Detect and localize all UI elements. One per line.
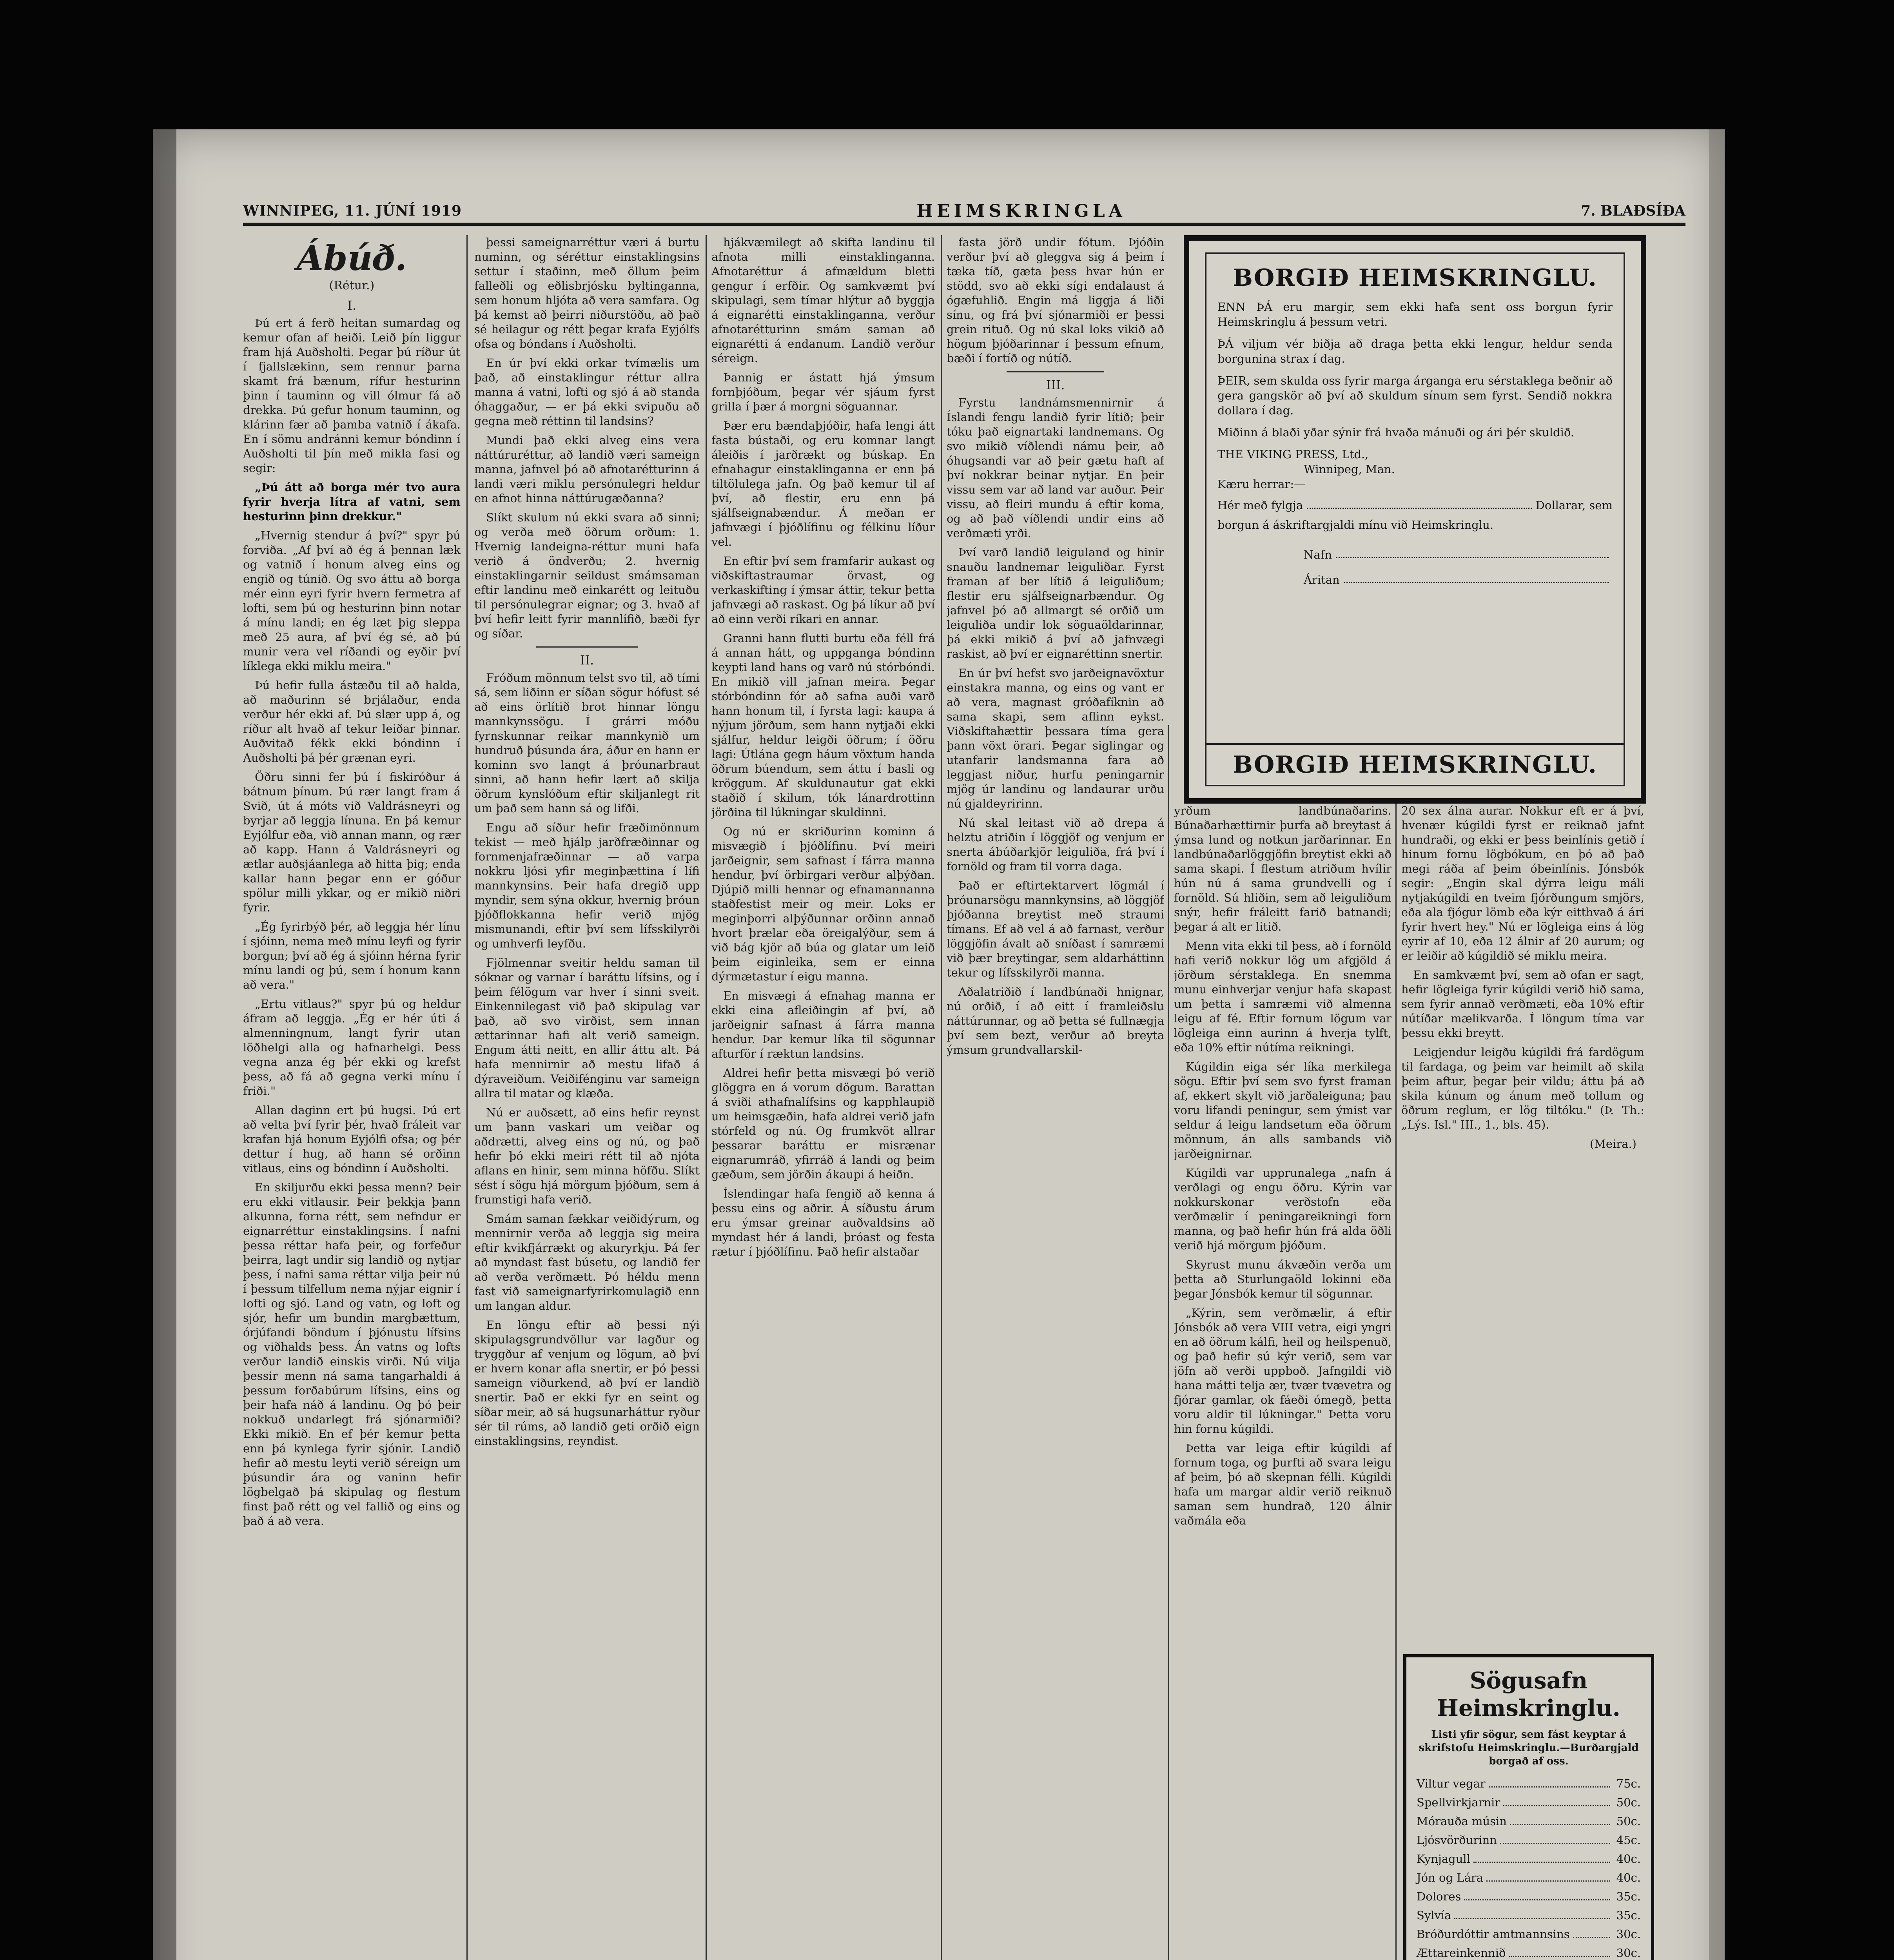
paragraph: En úr því ekki orkar tvímælis um það, að einstaklingur réttur allra manna á vatni, lofti og sjó á að standa óhaggaður, — er þá ekki svipuðu að gegna með réttinn til landsins? bbox=[474, 356, 700, 428]
paragraph: „Ég fyrirbýð þér, að leggja hér línu í sjóinn, nema með mínu leyfi og fyrir borgun; því að ég á sjóinn hérna fyrir mínu landi og þú, sem í honum kann að vera." bbox=[243, 920, 461, 991]
ad-enclosed-suffix: Dollarar, sem bbox=[1535, 499, 1613, 512]
paragraph: Menn vita ekki til þess, að í fornöld hafi verið nokkur lög um afgjöld á jörðum sérstaklega. En snemma munu einhverjar venjur hafa skapast um þetta í samræmi við almenna leigu af fé. Eftir fornum lögum var lögleiga einn aurinn á hverja tylft, eða 10% eftir nútíma reikningi. bbox=[1174, 939, 1391, 1054]
book-price: 75c. bbox=[1616, 1777, 1641, 1790]
ad-address-line: Winnipeg, Man. bbox=[1304, 463, 1395, 476]
article-subtitle: (Rétur.) bbox=[329, 279, 375, 292]
book-price: 40c. bbox=[1616, 1852, 1641, 1866]
ad-text: ENN ÞÁ eru margir, sem ekki hafa sent oss borgun fyrir Heimskringlu á þessum vetri. bbox=[1217, 300, 1613, 328]
paragraph: Nú skal leitast við að drepa á helztu atriðin í löggjöf og venjum er snerta ábúðarkjör leiguliða, frá því í fornöld og fram til vorra daga. bbox=[947, 816, 1164, 873]
paragraph: Þannig er ástatt hjá ýmsum fornþjóðum, þegar vér sjáum fyrst grilla í þær á morgni söguannar. bbox=[711, 371, 935, 413]
section-number: II. bbox=[580, 653, 594, 668]
ad-address-field-line bbox=[1217, 573, 1613, 586]
newspaper-page bbox=[153, 129, 1725, 1960]
paragraph: Nú er auðsætt, að eins hefir reynst um þann vaskari um veiðar og aðdrætti, alveg eins og nú, og það hefir þó ekki meiri rétt til að njóta aflans en hinir, sem minna höfðu. Slíkt sést í sögu hjá mörgum þjóðum, sem á frumstigi hafa verið. bbox=[474, 1106, 700, 1206]
paragraph: Kúgildin eiga sér líka merkilega sögu. Eftir því sem svo fyrst framan af, ekkert skylt við jarðaleiguna; þau voru lifandi peningur, sem ýmist var seldur á leigu landsetum eða öðrum mönnum, án alls sambands við jarðeignirnar. bbox=[1174, 1060, 1391, 1160]
paragraph: Og nú er skriðurinn kominn á misvægið í þjóðlífinu. Því meiri jarðeignir, sem safnast í fárra manna hendur, því örbirgari verður alþýðan. Djúpið milli hennar og efnamannanna staðfestist meir og meir. Loks er meginþorri alþýðunnar orðinn annað hvort þrælar eða öreigalýður, sem á við bág kjör að búa og glatar um leið þeim eiginleika, sem er einna dýrmætastur í eigu manna. bbox=[711, 825, 935, 983]
book-item bbox=[1417, 1870, 1641, 1886]
paragraph: Þú hefir fulla ástæðu til að halda, að maðurinn sé brjálaður, enda verður hér ekki af. Þú slær upp á, og ríður alt hvað af tekur leiðar þinnar. Auðvitað fékk ekki bóndinn í Auðsholti þá þér grænan eyri. bbox=[243, 679, 461, 764]
book-list-box bbox=[1403, 1654, 1654, 1960]
book-item bbox=[1417, 1926, 1641, 1942]
paragraph: Þú ert á ferð heitan sumardag og kemur ofan af heiði. Leið þín liggur fram hjá Auðsholti. Þegar þú ríður út í fjallslækinn, sem rennur þarna skamt frá bænum, rífur hesturinn þinn í tauminn og vill ólmur fá að drekka. Þú gefur honum tauminn, og klárinn fær að þamba vatnið í ákafa. En í sömu andránni kemur bóndinn í Auðsholti til þín með mikla fasi og segir: bbox=[243, 316, 461, 475]
article-title: Ábúð. bbox=[296, 238, 407, 278]
paragraph: yrðum landbúnaðarins. Búnaðarhættirnir þurfa að breytast á ýmsa lund og notkun jarðarinnar. En landbúnaðarlöggjöfin breytist ekki að sama skapi. Í flestum atriðum hvílir hún nú á sama grundvelli og í fornöld. Sú hliðin, sem að leiguliðum snýr, hefir fráleitt farið batnandi; þegar á alt er litið. bbox=[1174, 804, 1391, 933]
page-header bbox=[243, 199, 1685, 226]
paragraph: En samkvæmt því, sem að ofan er sagt, hefir lögleiga fyrir kúgildi verið hið sama, sem fyrir annað verðmæti, eða 10% eftir nútíðar mælikvarða. Í löngum tíma var þessu ekki breytt. bbox=[1401, 968, 1644, 1040]
column-rule bbox=[1168, 725, 1169, 1960]
book-name: Viltur vegar bbox=[1417, 1777, 1486, 1790]
column-rule bbox=[466, 235, 468, 1960]
paragraph: Það er eftirtektarvert lögmál í þróunarsögu mannkynsins, að löggjöf þjóðanna breytist með straumi tímans. Ef að vel á að farnast, verður löggjöfin ávalt að sníðast í samræmi við þær breytingar, sem aldarháttinn tekur og lífsskilyrði manna. bbox=[947, 879, 1164, 979]
paragraph: Fyrstu landnámsmennirnir á Íslandi fengu landið fyrir lítið; þeir tóku það eignartaki landnemans. Og svo mikið víðlendi námu þeir, að óhugsandi var að þeir gætu haft af því nokkrar beinar nytjar. En þeir vissu sem var að land var auður. Þeir vissu, að fleiri mundu á eftir koma, og að það víðlendi undir eins að verðmæti yrði. bbox=[947, 396, 1164, 540]
book-item bbox=[1417, 1907, 1641, 1923]
book-item bbox=[1417, 1851, 1641, 1867]
book-list-title: Sögusafn bbox=[1469, 1667, 1588, 1694]
continued-note: (Meira.) bbox=[1589, 1137, 1636, 1151]
book-name: Bróðurdóttir amtmannsins bbox=[1417, 1927, 1570, 1941]
section-number: III. bbox=[1046, 377, 1065, 392]
column-2 bbox=[474, 235, 700, 1960]
ad-address bbox=[1217, 447, 1613, 492]
book-item bbox=[1417, 1889, 1641, 1904]
ad-headline: BORGIÐ HEIMSKRINGLU. bbox=[1233, 264, 1597, 292]
leader-dots bbox=[1510, 1824, 1610, 1825]
leader-dots bbox=[1573, 1937, 1610, 1938]
column-rule bbox=[706, 235, 707, 1960]
book-item bbox=[1417, 1776, 1641, 1791]
ad-salutation: Kæru herrar:— bbox=[1217, 477, 1306, 491]
book-name: Dolores bbox=[1417, 1890, 1461, 1903]
paragraph: Skyrust munu ákvæðin verða um þetta að Sturlungaöld lokinni eða þegar Jónsbók kemur til sögunnar. bbox=[1174, 1258, 1391, 1300]
paragraph: Engu að síður hefir fræðimönnum tekist — með hjálp jarðfræðinnar og fornmenjafræðinnar — að varpa nokkru ljósi yfir meginþættina í lífi mannkynsins. Þeir hafa dregið upp myndir, sem sýna okkur, hvernig þróun þjóðflokkanna hefir verið mjög mismunandi, eftir því sem lífsskilyrði og umhverfi leyfðu. bbox=[474, 821, 700, 950]
paragraph: Fjölmennar sveitir heldu saman til sóknar og varnar í baráttu lífsins, og í þeim félögum var hver í sinni sveit. Einkennilegast við það skipulag var það, að svo virðist, sem innan ættarinnar hafi alt verið sameign. Engum átti neitt, en allir áttu alt. Þá hafa mennirnir að mestu lifað á dýraveiðum. Veiðifénginu var sameign allra til matar og klæða. bbox=[474, 956, 700, 1100]
masthead: HEIMSKRINGLA bbox=[916, 201, 1126, 221]
book-item bbox=[1417, 1832, 1641, 1848]
paragraph: En úr því hefst svo jarðeignavöxtur einstakra manna, og eins og vant er að vera, magnast gróðafíknin að sama skapi, sem aflinn eykst. Viðskiftahættir þessara tíma gera þann vöxt örari. Þegar siglingar og utanfarir landsmanna fara að leggjast niður, hurfu peningarnir mjög úr landinu og landaurar urðu nú gjaldeyririnn. bbox=[947, 666, 1164, 810]
leader-dots bbox=[1500, 1843, 1610, 1844]
paragraph: „Þú átt að borga mér tvo aura fyrir hverja lítra af vatni, sem hesturinn þinn drekkur." bbox=[243, 481, 461, 523]
page-number: 7. BLAÐSÍÐA bbox=[1581, 203, 1685, 219]
column-rule bbox=[1395, 725, 1397, 1960]
book-price: 40c. bbox=[1616, 1871, 1641, 1884]
leader-dots bbox=[1489, 1786, 1610, 1788]
column-rule bbox=[941, 235, 942, 1960]
paragraph: fasta jörð undir fótum. Þjóðin verður því að gleggva sig á þeim í tæka tíð, gæta þess hvar hún er stödd, svo að ekki sígi endalaust á ógæfuhlið. Engin má liggja á liði sínu, og frá því sjónarmiði er þessi grein rituð. Og nú skal loks vikið að högum þjóðarinnar í þessum efnum, bæði í fortíð og nútíð. bbox=[947, 236, 1164, 365]
book-name: Spellvirkjarnir bbox=[1417, 1796, 1500, 1809]
paragraph: Slíkt skulum nú ekki svara að sinni; og verða með öðrum orðum: 1. Hvernig landeigna-réttur muni hafa verið á öndverðu; 2. hvernig einstaklingarnir seildust smámsaman eftir landinu með einkarétt og leituðu til persónulegrar eignar; og 3. hvað af því hefir leitt fyrir mannlífið, bæði fyr og síðar. bbox=[474, 511, 700, 640]
paragraph: Fróðum mönnum telst svo til, að tími sá, sem liðinn er síðan sögur hófust sé að eins örlítið brot hinnar löngu mannkynssögu. Í grárri móðu fyrnskunnar reikar mannkynið um hundruð þúsunda ára, áður en hann er kominn svo langt á þróunarbraut sinni, að hann hefir lært að skilja öðrum kynslóðum eftir skiljanlegt rit um það sem hann sá og lifði. bbox=[474, 671, 700, 815]
paragraph: „Hvernig stendur á því?" spyr þú forviða. „Af því að ég á þennan læk og vatnið í honum alveg eins og engið og túnið. Og svo áttu að borga mér einn eyri fyrir hvern fermetra af lofti, sem þú og hesturinn þinn notar á mínu landi; en ég læt þig sleppa með 25 aura, af því ég sé, að þú munir vera vel ríðandi og eyðir því líklega ekki miklu meira." bbox=[243, 529, 461, 673]
ad-enclosed-line: borgun á áskriftargjaldi mínu við Heimskringlu. bbox=[1217, 518, 1494, 532]
book-name: Jón og Lára bbox=[1417, 1871, 1483, 1884]
dateline: WINNIPEG, 11. JÚNÍ 1919 bbox=[243, 203, 462, 219]
column-1 bbox=[243, 235, 461, 1960]
paragraph: Allan daginn ert þú hugsi. Þú ert að velta því fyrir þér, hvað fráleit var krafan hjá honum Eyjólfi ofsa; og þér dettur í hug, að hann sé orðinn vitlaus, eins og bóndinn í Auðsholti. bbox=[243, 1103, 461, 1175]
book-price: 35c. bbox=[1616, 1890, 1641, 1903]
ad-headline-bottom: BORGIÐ HEIMSKRINGLU. bbox=[1206, 743, 1624, 779]
paragraph: Leigjendur leigðu kúgildi frá fardögum til fardaga, og þeim var heimilt að skila þeim aftur, þegar þeir vildu; áttu þá að skila kúnum og ánum með tollum og öðrum reglum, er lög tiltóku." (Þ. Th.: „Lýs. Isl." III., 1., bls. 45). bbox=[1401, 1045, 1644, 1131]
section-number: I. bbox=[347, 298, 356, 313]
paragraph: Aðalatriðið í landbúnaði hnignar, nú orðið, í að eitt í framleiðslu náttúrunnar, og að þetta sé fullnægja því sem bezt, verður að breyta ýmsum grundvallarskil- bbox=[947, 985, 1164, 1056]
paragraph: Öðru sinni fer þú í fiskiróður á bátnum þínum. Þú rær langt fram á Svið, út á móts við Valdrásneyri og byrjar að leggja línuna. En þá kemur Eyjólfur eða, við annan mann, og rær að kapp. Hann á Valdrásneyri og ætlar auðsjáanlega að hitta þig; enda kallar hann þegar enn er góður spölur milli ykkar, og er mikið niðri fyrir. bbox=[243, 770, 461, 914]
ad-text: ÞEIR, sem skulda oss fyrir marga árganga eru sérstaklega beðnir að gera gangskör að því að skuldum sínum sem fyrst. Sendið nokkra dollara í dag. bbox=[1217, 374, 1613, 417]
ad-address-label: Áritan bbox=[1304, 573, 1340, 586]
book-price: 50c. bbox=[1616, 1796, 1641, 1809]
column-5 bbox=[1174, 804, 1391, 1960]
subscription-ad bbox=[1184, 235, 1646, 804]
column-4 bbox=[947, 235, 1164, 1960]
page-shadow-right bbox=[1709, 129, 1725, 1960]
paragraph: 20 sex álna aurar. Nokkur eft er á því, hvenær kúgildi fyrst er reiknað jafnt hundraði, og ekki er þess beinlínis getið í hinum fornu lögbókum, en þó að það megi ráða af þeim óbeinlínis. Jónsbók segir: „Engin skal dýrra leigu máli nytjakúgildi en tveim fjórðungum smjörs, eða ala fjógur lömb eða kýr eitthvað á ári fyrir hvert hey." Nú er lögleiga eins á lög eyrir af 10, eða 12 álnir af 20 aurum; og er leiðir að kúgildið sé miklu meira. bbox=[1401, 804, 1644, 962]
paragraph: Smám saman fækkar veiðidýrum, og mennirnir verða að leggja sig meira eftir kvikfjárrækt og akuryrkju. Þá fer að myndast fast búsetu, og landið fer að verða verðmætt. Þó héldu menn fast við sameignarfyrirkomulagið enn um langan aldur. bbox=[474, 1212, 700, 1312]
paragraph: Þær eru bændaþjóðir, hafa lengi átt fasta bústaði, og eru komnar langt áleiðis í jarðrækt og búskap. En efnahagur einstaklinganna er enn þá tiltölulega jafn. Og það kemur til af því, að flestir, eru enn þá sjálfseignabændur. Á meðan er jafnvægi í þjóðlífinu og félkinu líður vel. bbox=[711, 419, 935, 548]
book-item bbox=[1417, 1945, 1641, 1960]
paragraph: En löngu eftir að þessi nýi skipulagsgrundvöllur var lagður og tryggður af venjum og lögum, að því er hvern konar afla snertir, er þó þessi sameign viðurkend, að því er landið snertir. Það er ekki fyr en seint og síðar meir, að sá hugsunarháttur ryður sér til rúms, að landið geti orðið eign einstaklingsins, reyndist. bbox=[474, 1318, 700, 1448]
ad-address-line: THE VIKING PRESS, Ltd., bbox=[1217, 448, 1369, 461]
paragraph: En skiljurðu ekki þessa menn? Þeir eru ekki vitlausir. Þeir þekkja þann alkunna, forna rétt, sem nefndur er eignarréttur einstaklingsins. Í nafni þessa réttar hafa þeir, og forfeður þeirra, lagt undir sig landið og nytjar þess, í nafni sama réttar vilja þeir nú í þessum tilfellum nema nýjar eignir í lofti og sjó. Land og vatn, og loft og sjór, hefir um bundin margbættum, órjúfandi böndum í þjónustu lífsins og viðhalds þess. Án vatns og lofts verður landið einskis virði. Nú vilja þessir menn ná sama tangarhaldi á þessum forðabúrum lífsins, eins og þeir hafa náð á landinu. Og þó þeir nokkuð undarlegt frá sjónarmiði? Ekki mikið. En ef þér kemur þetta enn þá kynlega fyrir sjónir. Landið hefir að mestu leyti verið séreign um þúsundir ára og vaninn hefir lögbelgað þá skipulag og flestum finst það rétt og vel fallið og eins og það á að vera. bbox=[243, 1181, 461, 1528]
book-name: Mórauða músin bbox=[1417, 1815, 1507, 1828]
ad-name-label: Nafn bbox=[1304, 548, 1332, 561]
leader-dots bbox=[1486, 1880, 1610, 1882]
ad-text: Miðinn á blaði yðar sýnir frá hvaða mánuði og ári þér skuldið. bbox=[1217, 426, 1575, 439]
book-name: Ljósvörðurinn bbox=[1417, 1833, 1497, 1847]
ad-amount-line bbox=[1217, 499, 1613, 512]
section-divider bbox=[1007, 371, 1105, 372]
book-name: Kynjagull bbox=[1417, 1852, 1470, 1866]
amount-blank[interactable] bbox=[1307, 507, 1532, 509]
paragraph: hjákvæmilegt að skifta landinu til afnota milli einstaklinganna. Afnotaréttur á afmældum bletti gengur í erfðir. Og samkvæmt því skipulagi, sem tímar hlýtur að byggja á eignarétti einstaklinganna, verður afnotarétturinn smám saman að eignarétti á endanum. Landið verður séreign. bbox=[711, 236, 935, 365]
page-shadow-left bbox=[153, 129, 176, 1960]
book-name: Ættareinkennið bbox=[1417, 1946, 1506, 1960]
leader-dots bbox=[1509, 1956, 1610, 1957]
paragraph: „Kýrin, sem verðmælir, á eftir Jónsbók að vera VIII vetra, eigi yngri en að öðrum kálfi, heil og heilspenuð, og það hefir sú kýr verið, sem var jöfn að verði uppboð. Jafngildi við hana mátti telja ær, tvær tvævetra og fjórar gamlar, ok fáeði ómegð, þetta voru aldir til lúkningar." Þetta voru hin fornu kúgildi. bbox=[1174, 1306, 1391, 1436]
book-name: Sylvía bbox=[1417, 1909, 1451, 1922]
name-blank[interactable] bbox=[1336, 556, 1609, 558]
book-price: 30c. bbox=[1616, 1946, 1641, 1960]
paragraph: Íslendingar hafa fengið að kenna á þessu eins og aðrir. Á síðustu árum eru ýmsar greinar auðvaldsins að myndast hér á landi, þróast og festa rætur í þjóðlífinu. Það hefir alstaðar bbox=[711, 1187, 935, 1258]
paragraph: „Ertu vitlaus?" spyr þú og heldur áfram að leggja. „Ég er hér úti á almenningnum, langt fyrir utan löðhelgi alla og hafnarhelgi. Þess vegna anza ég þér ekki og krefst þess, að fá að gegna verki mínu í friði." bbox=[243, 997, 461, 1098]
book-item bbox=[1417, 1795, 1641, 1810]
book-price: 50c. bbox=[1616, 1815, 1641, 1828]
paragraph: En eftir því sem framfarir aukast og viðskiftastraumar örvast, og verkaskifting í ýmsar áttir, tekur þetta jafnvægi að raskast. Og þá líkur að því að einn verði ríkari en annar. bbox=[711, 554, 935, 626]
book-item bbox=[1417, 1813, 1641, 1829]
paragraph: En misvægi á efnahag manna er ekki eina afleiðingin af því, að jarðeignir safnast á fárra manna hendur. Þar kemur líka til sögunnar afturför í ræktun landsins. bbox=[711, 989, 935, 1060]
leader-dots bbox=[1454, 1918, 1610, 1919]
leader-dots bbox=[1464, 1899, 1610, 1900]
column-3 bbox=[711, 235, 935, 1960]
paragraph: þessi sameignarréttur væri á burtu numinn, og séréttur einstaklingsins settur í staðinn, með öllum þeim falleðli og eðlisbrjósku byltinganna, sem honum hljóta að vera samfara. Og þá kemst að þeirri niðurstöðu, að það sé heilagur og rétt þegar krafa Eyjólfs ofsa og bóndans í Auðsholti. bbox=[474, 236, 700, 350]
address-blank[interactable] bbox=[1344, 581, 1609, 583]
book-list-title: Heimskringlu. bbox=[1437, 1695, 1620, 1721]
paragraph: Mundi það ekki alveg eins vera náttúruréttur, að landið væri sameign manna, jafnvel þó að afnotarétturinn á landi væri miklu persónulegri heldur en afnot hinna náttúrugæðanna? bbox=[474, 434, 700, 505]
paragraph: Aldrei hefir þetta misvægi þó verið glöggra en á vorum dögum. Barattan á sviði athafnalífsins og kapphlaupið um heimsgæðin, hafa aldrei verið jafn stórfeld og nú. Og frumkvöt allrar þessarar baráttu er misrænar eignarumráð, yfirráð á landi og þeim gæðum, sem jörðin ákaupi á heiðn. bbox=[711, 1066, 935, 1181]
column-6 bbox=[1401, 804, 1644, 1646]
ad-name-line bbox=[1217, 548, 1613, 561]
paragraph: Því varð landið leiguland og hinir snauðu landnemar leiguliðar. Fyrst framan af ber lítið á leiguliðum; flestir eru sjálfseignarbændur. Og jafnvel þó að allmargt sé orðið um leiguliða undir lok söguaöldarinnar, þá ekki mikið á því að jafnvægi raskist, að því er eignaréttinn snertir. bbox=[947, 546, 1164, 661]
subscription-ad-inner bbox=[1205, 252, 1625, 786]
book-price: 35c. bbox=[1616, 1909, 1641, 1922]
leader-dots bbox=[1473, 1862, 1610, 1863]
ad-enclosed-label: Hér með fylgja bbox=[1217, 499, 1303, 512]
leader-dots bbox=[1503, 1805, 1610, 1806]
ad-text: ÞÁ viljum vér biðja að draga þetta ekki lengur, heldur senda borgunina strax í dag. bbox=[1217, 337, 1613, 365]
section-divider bbox=[536, 646, 638, 648]
paragraph: Þetta var leiga eftir kúgildi af fornum toga, og þurfti að svara leigu af þeim, þó að skepnan félli. Kúgildi hafa um margar aldir verið reiknuð saman sem hundrað, 120 álnir vaðmála eða bbox=[1174, 1441, 1391, 1527]
book-price: 30c. bbox=[1616, 1927, 1641, 1941]
book-list-description: Listi yfir sögur, sem fást keyptar á skrifstofu Heimskringlu.—Burðargjald borgað af oss. bbox=[1419, 1729, 1639, 1767]
paragraph: Kúgildi var upprunalega „nafn á verðlagi og engu öðru. Kýrin var nokkurskonar verðstofn eða verðmælir í peningareikningi forn manna, og það hefir hún frá alda öðli verið hjá mörgum þjóðum. bbox=[1174, 1166, 1391, 1252]
book-price: 45c. bbox=[1616, 1833, 1641, 1847]
paragraph: Granni hann flutti burtu eða féll frá á annan hátt, og uppganga bóndinn keypti land hans og varð nú stórbóndi. En mikið vill jafnan meira. Þegar stórbóndinn fór að safna auði varð hann honum til, í fyrsta lagi: kaupa á nýjum jörðum, sem hann nytjaði ekki sjálfur, heldur leigði öðrum; í öðru lagi: Útlána gegn háum vöxtum handa öðrum búendum, sem áttu í basli og kröggum. Af skuldunautur gat ekki staðið í skilum, tók lánardrottinn jörðina til lúkningar skuldinni. bbox=[711, 632, 935, 819]
